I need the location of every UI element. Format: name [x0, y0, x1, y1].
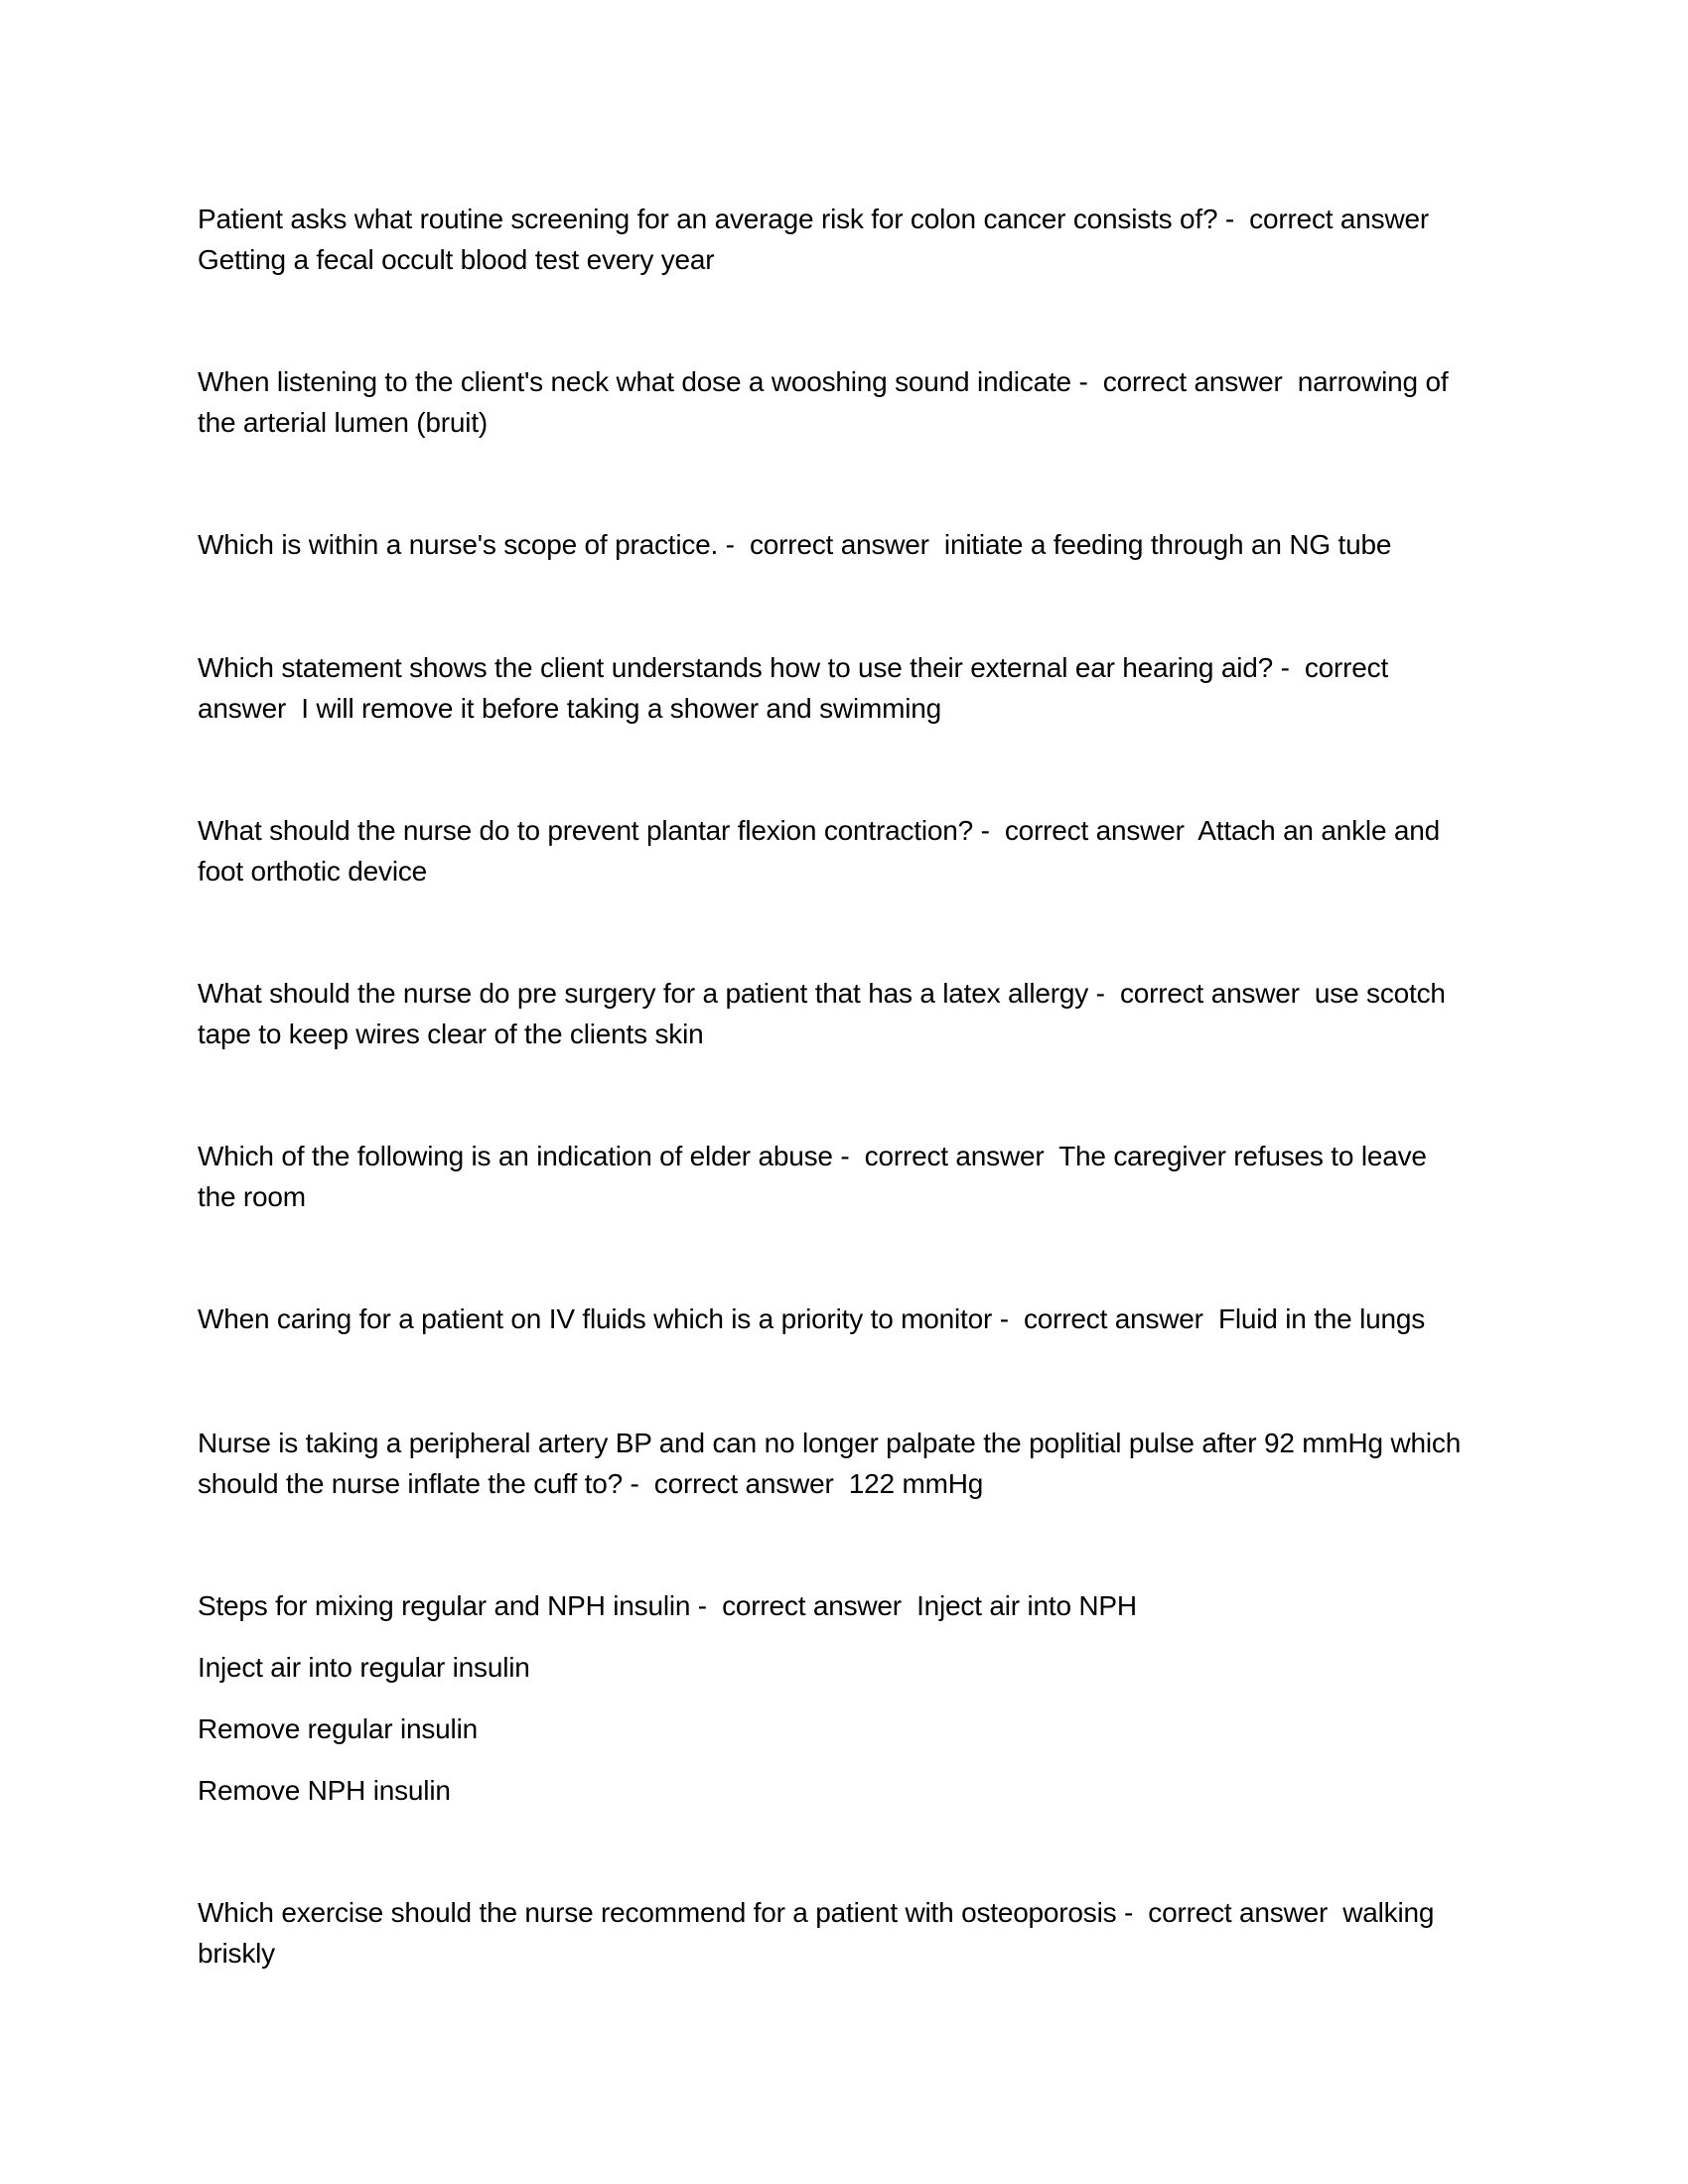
qa-line: the arterial lumen (bruit)	[198, 407, 489, 438]
qa-line: answer I will remove it before taking a shower and swimming	[198, 693, 941, 724]
qa-line: briskly	[198, 1938, 275, 1969]
qa-line: Which statement shows the client understands how to use their external ear hearing aid? - correct	[198, 652, 1389, 683]
qa-line: Which is within a nurse's scope of practice. - correct answer initiate a feeding through an NG tube	[198, 529, 1392, 560]
qa-line: Nurse is taking a peripheral artery BP and can no longer palpate the poplitial pulse after 92 mmHg which	[198, 1428, 1462, 1458]
qa-line: should the nurse inflate the cuff to? - correct answer 122 mmHg	[198, 1468, 984, 1499]
qa-line: What should the nurse do pre surgery for a patient that has a latex allergy - correct answer use scotch	[198, 978, 1446, 1009]
qa-item-scope-of-practice	[198, 524, 1488, 565]
qa-item-elder-abuse	[198, 1136, 1488, 1217]
qa-line: Which exercise should the nurse recommend for a patient with osteoporosis - correct answer walking	[198, 1897, 1435, 1928]
qa-item-insulin-mixing	[198, 1585, 1488, 1626]
qa-line: Steps for mixing regular and NPH insulin - correct answer Inject air into NPH	[198, 1590, 1137, 1621]
insulin-step: Remove regular insulin	[198, 1713, 478, 1744]
qa-item-colon-screening	[198, 199, 1488, 280]
qa-item-neck-bruit	[198, 361, 1488, 443]
qa-line: When listening to the client's neck what dose a wooshing sound indicate - correct answer narrowing of	[198, 366, 1449, 397]
qa-line: Which of the following is an indication of elder abuse - correct answer The caregiver refuses to leave	[198, 1141, 1427, 1171]
qa-item-hearing-aid	[198, 647, 1488, 729]
qa-line: the room	[198, 1181, 306, 1212]
qa-line: foot orthotic device	[198, 856, 428, 887]
qa-item-peripheral-bp	[198, 1423, 1488, 1504]
qa-line: Patient asks what routine screening for an average risk for colon cancer consists of? - correct answer	[198, 204, 1429, 234]
qa-item-plantar-flexion	[198, 810, 1488, 891]
qa-item-osteoporosis	[198, 1892, 1488, 1974]
qa-line: When caring for a patient on IV fluids which is a priority to monitor - correct answer Fluid in the lungs	[198, 1303, 1426, 1334]
insulin-step: Inject air into regular insulin	[198, 1652, 530, 1683]
qa-item-iv-fluids	[198, 1298, 1488, 1339]
qa-line: tape to keep wires clear of the clients skin	[198, 1019, 704, 1049]
insulin-step: Remove NPH insulin	[198, 1775, 451, 1806]
qa-line: What should the nurse do to prevent plantar flexion contraction? - correct answer Attach an ankle and	[198, 815, 1441, 846]
qa-item-latex-allergy	[198, 973, 1488, 1054]
qa-line: Getting a fecal occult blood test every year	[198, 244, 715, 275]
